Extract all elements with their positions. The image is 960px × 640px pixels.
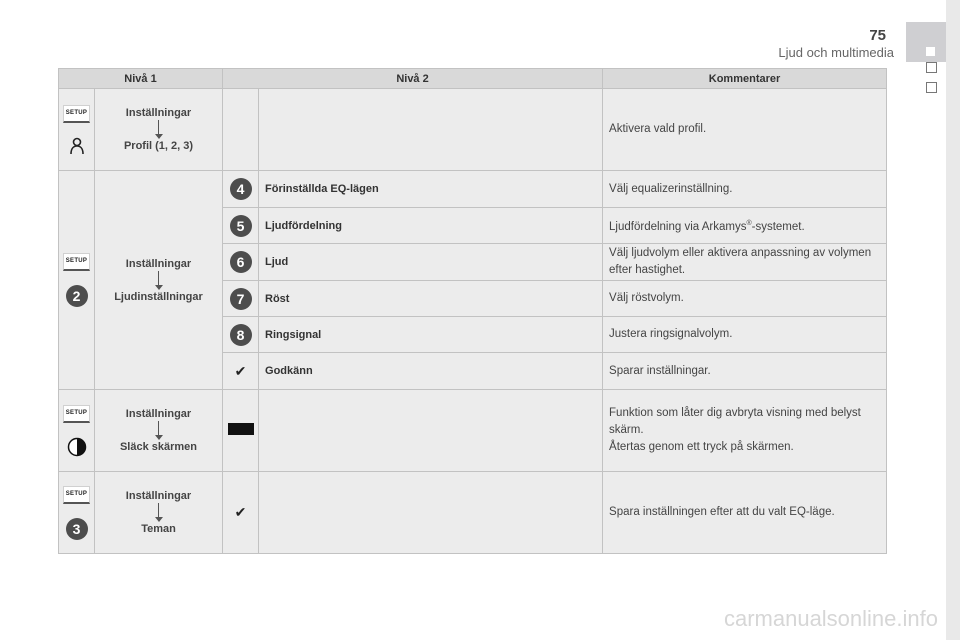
table-row-eq — [59, 171, 887, 208]
header-comments: Kommentarer — [603, 69, 887, 89]
screen-comment: Funktion som låter dig avbryta visning med belyst skärm. Återtas genom ett tryck på skärmen. — [603, 390, 887, 472]
sound-comment: Välj ljudvolym eller aktivera anpassning av volymen efter hastighet. — [603, 244, 887, 281]
settings-table-wrapper — [58, 68, 886, 554]
arrow-down-icon — [158, 271, 159, 285]
balance-label: Ljudfördelning — [259, 208, 603, 244]
profile-label: Profil (1, 2, 3) — [123, 140, 194, 152]
theme-icons — [59, 472, 95, 554]
profile-empty-label — [259, 89, 603, 171]
number-badge: 2 — [66, 285, 88, 307]
eq-comment: Välj equalizerinställning. — [603, 171, 887, 208]
profile-comment: Aktivera vald profil. — [603, 89, 887, 171]
profile-settings — [95, 89, 223, 171]
number-badge: 6 — [230, 251, 252, 273]
theme-comment: Spara inställningen efter att du valt EQ-läge. — [603, 472, 887, 554]
checkmark-icon: ✔ — [234, 504, 247, 520]
table-row-profile — [59, 89, 887, 171]
arrow-down-icon — [158, 120, 159, 134]
page-number: 75 — [869, 27, 886, 44]
setup-icon: SETUP — [63, 486, 91, 504]
profile-empty-icon — [223, 89, 259, 171]
chapter-tab-marker — [926, 47, 935, 56]
header-level1: Nivå 1 — [59, 69, 223, 89]
settings-label: Inställningar — [125, 490, 192, 502]
voice-label: Röst — [259, 281, 603, 317]
settings-table — [58, 68, 887, 554]
contrast-icon — [67, 437, 87, 457]
settings-label: Inställningar — [125, 107, 192, 119]
screen-icons — [59, 390, 95, 472]
theme-empty-label — [259, 472, 603, 554]
chapter-tab — [906, 22, 946, 62]
arrow-down-icon — [158, 421, 159, 435]
header-level2: Nivå 2 — [223, 69, 603, 89]
themes-label: Teman — [141, 523, 176, 535]
number-badge: 4 — [230, 178, 252, 200]
table-header-row — [59, 69, 887, 89]
setup-icon: SETUP — [63, 253, 91, 271]
profile-icons — [59, 89, 95, 171]
watermark: carmanualsonline.info — [723, 606, 938, 631]
confirm-comment: Sparar inställningar. — [603, 353, 887, 390]
confirm-label: Godkänn — [259, 353, 603, 390]
sound-label: Ljud — [259, 244, 603, 281]
ringtone-comment: Justera ringsignalvolym. — [603, 317, 887, 353]
screen-empty-label — [259, 390, 603, 472]
side-strip — [946, 0, 960, 640]
audio-settings — [95, 171, 223, 390]
number-badge: 3 — [66, 518, 88, 540]
user-profile-icon — [69, 137, 85, 155]
section-title: Ljud och multimedia — [778, 45, 894, 60]
black-screen-icon — [228, 423, 254, 435]
setup-icon: SETUP — [63, 105, 91, 123]
number-badge: 8 — [230, 324, 252, 346]
settings-label: Inställningar — [125, 257, 192, 270]
table-row-screen-off — [59, 390, 887, 472]
balance-comment: Ljudfördelning via Arkamys®-systemet. — [603, 208, 887, 244]
eq-label: Förinställda EQ-lägen — [259, 171, 603, 208]
theme-settings — [95, 472, 223, 554]
audio-icons — [59, 171, 95, 390]
screen-settings — [95, 390, 223, 472]
arrow-down-icon — [158, 503, 159, 517]
voice-comment: Välj röstvolym. — [603, 281, 887, 317]
number-badge: 7 — [230, 288, 252, 310]
chapter-box-2 — [926, 82, 937, 93]
checkmark-icon: ✔ — [234, 362, 247, 379]
audio-label: Ljudinställningar — [114, 290, 203, 303]
setup-icon: SETUP — [63, 405, 91, 423]
ringtone-label: Ringsignal — [259, 317, 603, 353]
table-row-themes — [59, 472, 887, 554]
settings-label: Inställningar — [125, 408, 192, 420]
number-badge: 5 — [230, 215, 252, 237]
screen-off-label: Släck skärmen — [119, 441, 198, 453]
chapter-box-1 — [926, 62, 937, 73]
